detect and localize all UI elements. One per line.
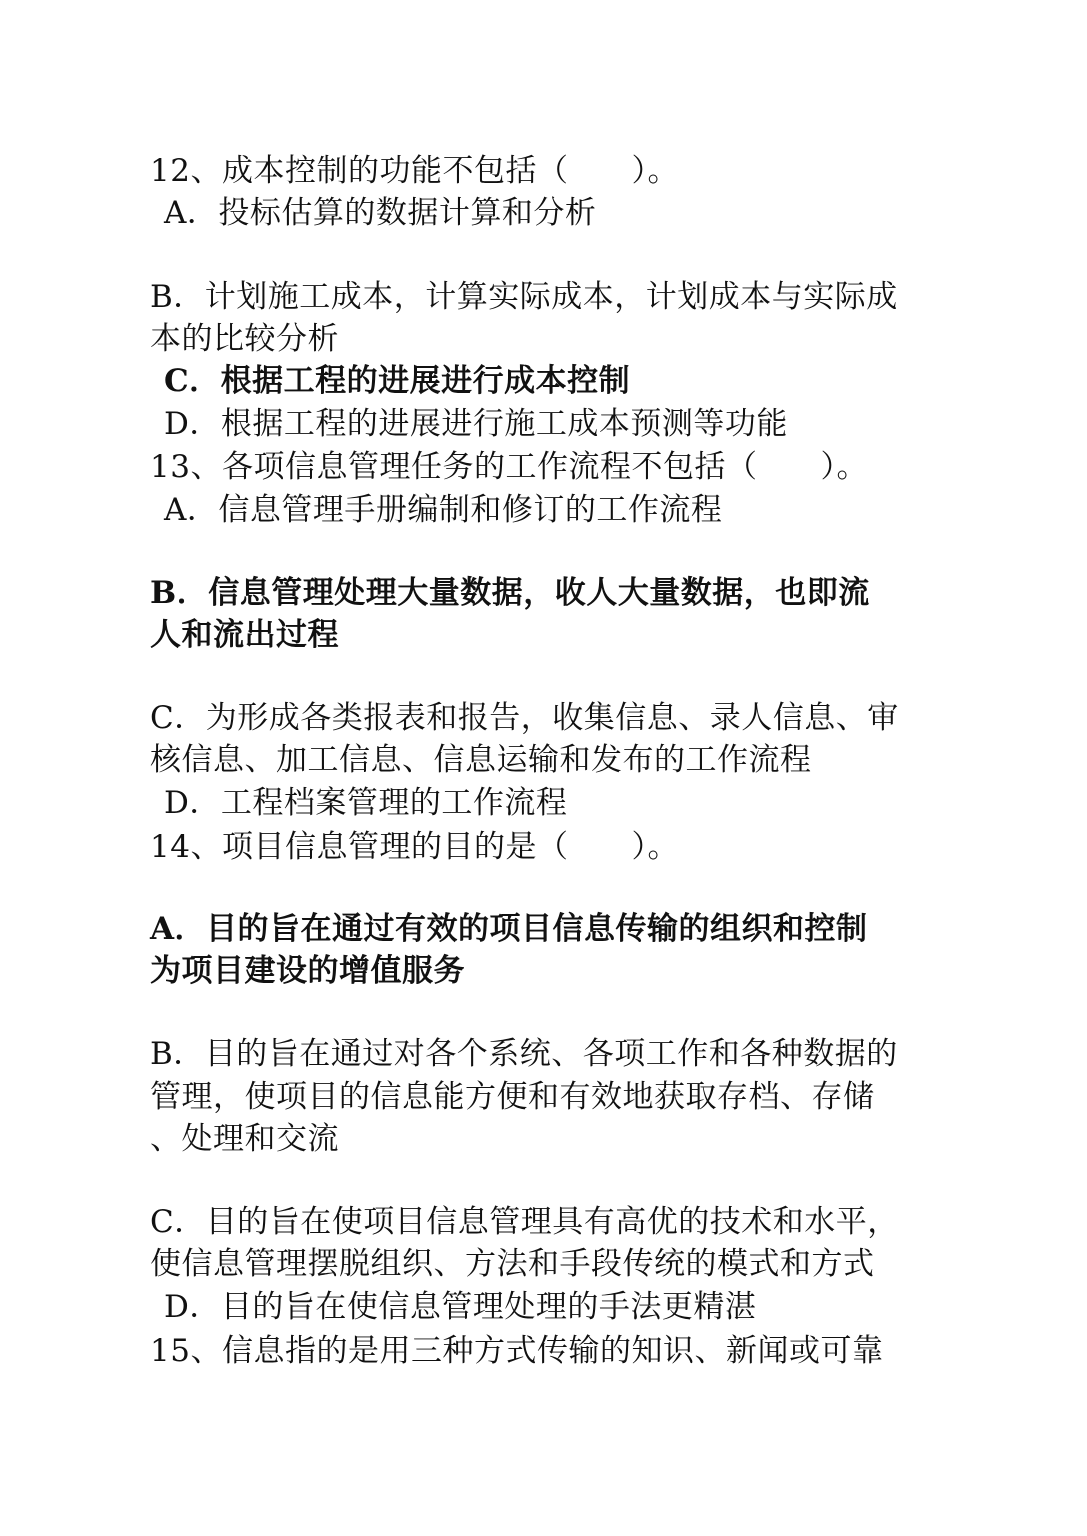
question-13-option-b-line1: B．信息管理处理大量数据，收人大量数据，也即流 xyxy=(150,575,870,611)
question-14-option-b-line3: 、处理和交流 xyxy=(150,1121,339,1157)
question-12-option-a: A．投标估算的数据计算和分析 xyxy=(164,195,597,231)
question-12-stem: 12、成本控制的功能不包括（ ）。 xyxy=(150,153,679,189)
question-14-option-a-line2: 为项目建设的增值服务 xyxy=(150,953,465,989)
question-14-option-b-line2: 管理，使项目的信息能方便和有效地获取存档、存储 xyxy=(150,1079,875,1115)
question-13-option-b-line2: 人和流出过程 xyxy=(150,617,339,653)
question-13-option-c-line2: 核信息、加工信息、信息运输和发布的工作流程 xyxy=(150,742,812,778)
question-12-option-b-line1: B．计划施工成本，计算实际成本，计划成本与实际成 xyxy=(150,279,898,315)
question-12-option-d: D．根据工程的进展进行施工成本预测等功能 xyxy=(164,406,788,442)
question-12-option-c: C．根据工程的进展进行成本控制 xyxy=(164,363,631,399)
question-13-option-a: A．信息管理手册编制和修订的工作流程 xyxy=(164,492,723,528)
question-13-stem: 13、各项信息管理任务的工作流程不包括（ ）。 xyxy=(150,449,868,485)
question-14-option-c-line1: C．目的旨在使项目信息管理具有高优的技术和水平， xyxy=(150,1204,899,1240)
question-13-option-c-line1: C．为形成各类报表和报告，收集信息、录人信息、审 xyxy=(150,700,899,736)
question-14-option-d: D．目的旨在使信息管理处理的手法更精湛 xyxy=(164,1289,757,1325)
question-14-stem: 14、项目信息管理的目的是（ ）。 xyxy=(150,829,679,865)
question-12-option-b-line2: 本的比较分析 xyxy=(150,321,339,357)
question-14-option-c-line2: 使信息管理摆脱组织、方法和手段传统的模式和方式 xyxy=(150,1246,875,1282)
question-14-option-a-line1: A．目的旨在通过有效的项目信息传输的组织和控制 xyxy=(150,911,868,947)
question-15-stem: 15、信息指的是用三种方式传输的知识、新闻或可靠 xyxy=(150,1333,884,1369)
question-13-option-d: D．工程档案管理的工作流程 xyxy=(164,785,568,821)
question-14-option-b-line1: B．目的旨在通过对各个系统、各项工作和各种数据的 xyxy=(150,1036,898,1072)
